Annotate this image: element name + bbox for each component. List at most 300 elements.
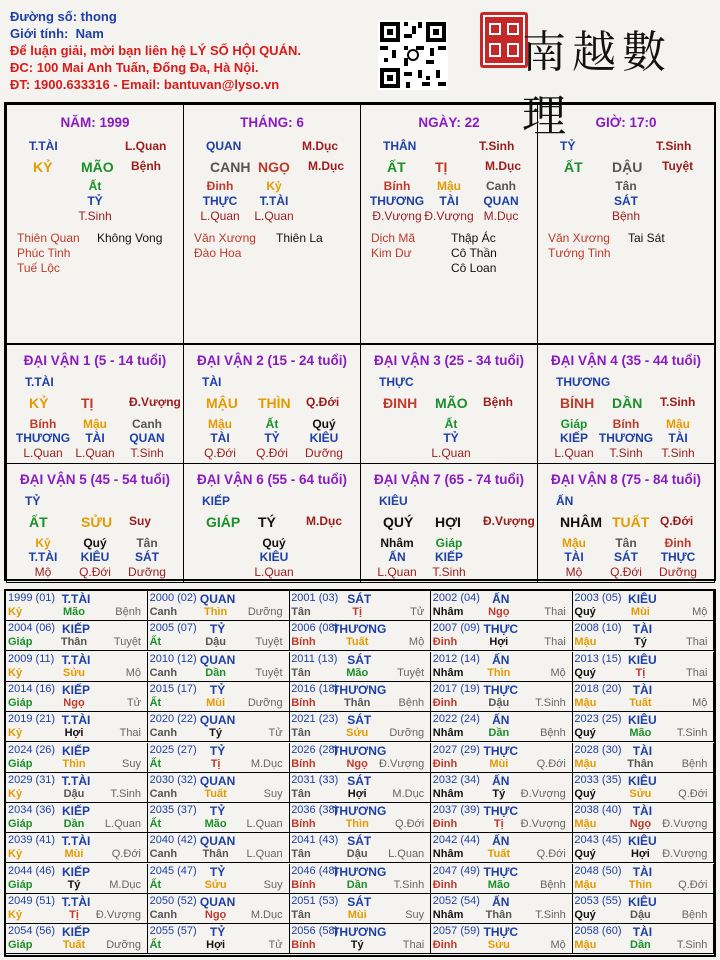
year-phase: Q.Đới — [394, 818, 425, 831]
header-info — [10, 8, 301, 93]
year-cell — [148, 864, 290, 894]
year-chi: Mùi — [64, 848, 84, 861]
dai-van-title: ĐẠI VẬN 5 (45 - 54 tuổi) — [19, 472, 171, 487]
year-phase: Dưỡng — [389, 727, 425, 740]
hidden-can: Mậu — [208, 417, 232, 431]
year-phase: Đ.Vượng — [662, 848, 708, 861]
year-chi: Tuất — [487, 848, 510, 861]
good-star: Tướng Tinh — [548, 246, 611, 260]
hidden-star: SÁT — [614, 194, 638, 208]
dai-van-right: T.Sinh — [660, 395, 696, 409]
year-star: THƯƠNG — [332, 682, 387, 697]
year-star: KIẾP — [61, 622, 91, 637]
year-cell — [431, 773, 573, 803]
good-star: Văn Xương — [194, 231, 256, 245]
year-label: 2053 (55) — [574, 895, 622, 907]
year-star: QUAN — [199, 592, 236, 606]
hidden-star: THỰC — [202, 194, 238, 208]
year-chi: Dần — [630, 939, 651, 952]
year-phase: Dưỡng — [247, 696, 283, 709]
year-chi: Mão — [204, 818, 227, 831]
year-label: 2021 (23) — [291, 713, 339, 726]
year-can: Nhâm — [432, 727, 464, 740]
dai-van-cell — [6, 344, 184, 464]
year-phase: Thai — [544, 606, 566, 618]
year-cell — [148, 682, 290, 712]
dai-van-chi: HỢI — [435, 514, 461, 530]
gender-label: Giới tính: — [10, 26, 69, 41]
year-label: 2003 (05) — [574, 592, 622, 604]
year-can: Nhâm — [432, 787, 464, 800]
year-phase: L.Quan — [246, 848, 283, 861]
year-can: Bính — [291, 818, 316, 831]
year-can: Kỷ — [8, 666, 23, 679]
year-chi: Tuất — [629, 696, 652, 709]
dai-van-can: KỶ — [29, 395, 49, 411]
pillar-chi: NGỌ — [258, 159, 290, 175]
year-cell — [289, 743, 431, 773]
year-cell — [572, 864, 714, 894]
year-star: THỰC — [483, 864, 519, 879]
dai-van-cell — [183, 344, 361, 464]
year-cell — [572, 712, 714, 742]
year-label: 2048 (50) — [574, 864, 622, 877]
year-label: 2026 (28) — [291, 743, 339, 756]
year-phase: Đ.Vượng — [520, 787, 566, 800]
year-phase: Dưỡng — [106, 939, 141, 952]
pillar-star: T.TÀI — [29, 139, 58, 153]
hidden-can: Bính — [383, 179, 411, 193]
bad-star: Thiên La — [276, 231, 323, 245]
hidden-star: TỶ — [443, 431, 459, 445]
year-star: ẤN — [492, 773, 510, 788]
pillar-star: TỶ — [560, 139, 576, 153]
year-star: T.TÀI — [61, 773, 91, 788]
pillar-right: M.Dục — [308, 159, 344, 173]
dai-van-star: T.TÀI — [25, 375, 54, 389]
year-label: 2040 (42) — [149, 834, 197, 847]
year-chi: Mùi — [489, 757, 509, 770]
year-cell — [289, 773, 431, 803]
year-phase: M.Dục — [250, 909, 283, 921]
good-star: Kim Dư — [371, 246, 412, 260]
year-label: 2030 (32) — [149, 773, 197, 786]
good-star: Tuế Lộc — [17, 261, 60, 275]
year-phase: Tử — [410, 606, 425, 618]
year-can: Tân — [291, 909, 311, 921]
year-can: Kỷ — [8, 727, 23, 740]
year-label: 2027 (29) — [432, 743, 480, 756]
year-chi: Sửu — [629, 787, 652, 800]
year-cell — [289, 652, 431, 682]
year-chi: Dậu — [630, 909, 651, 921]
bad-star: Không Vong — [97, 231, 163, 245]
year-phase: T.Sinh — [393, 878, 425, 891]
year-label: 2039 (41) — [8, 834, 56, 847]
good-star: Đào Hoa — [194, 246, 242, 260]
year-star: QUAN — [199, 834, 236, 849]
year-phase: Q.Đới — [678, 878, 708, 891]
year-star: THỰC — [483, 622, 519, 637]
year-label: 2018 (20) — [574, 682, 622, 695]
pillar-cell — [537, 104, 715, 344]
year-star: SÁT — [347, 592, 372, 606]
year-label: 2028 (30) — [574, 743, 622, 756]
pillar-can: ẤT — [564, 159, 583, 175]
year-phase: T.Sinh — [676, 727, 708, 740]
year-label: 2043 (45) — [574, 834, 622, 847]
year-phase: Đ.Vượng — [95, 909, 141, 921]
hidden-phase: Q.Đới — [256, 446, 288, 460]
hidden-can: Tân — [615, 536, 637, 550]
dai-van-chi: MÃO — [435, 395, 468, 411]
year-chi: Tuất — [62, 939, 86, 952]
year-phase: Mộ — [692, 696, 708, 709]
year-chi: Ngọ — [204, 909, 227, 921]
year-star: T.TÀI — [61, 713, 91, 728]
year-star: THỰC — [483, 743, 519, 758]
year-star: KIÊU — [628, 773, 657, 788]
good-star: Thiên Quan — [17, 231, 80, 245]
year-can: Quý — [574, 727, 596, 740]
year-chi: Sửu — [487, 939, 510, 952]
year-can: Đinh — [432, 939, 458, 952]
year-chi: Mùi — [206, 696, 226, 709]
phone-email-line: ĐT: 1900.633316 - Email: bantuvan@lyso.vn — [10, 77, 280, 92]
pillar-star: QUAN — [206, 139, 242, 153]
year-phase: Bệnh — [540, 727, 566, 740]
year-can: Canh — [149, 727, 178, 740]
dai-van-chi: TÝ — [258, 514, 276, 530]
year-chi: Hợi — [206, 939, 226, 952]
year-can: Kỷ — [8, 787, 23, 800]
year-star: TÀI — [632, 743, 653, 758]
hidden-can: Ất — [265, 417, 279, 431]
hidden-phase: T.Sinh — [432, 565, 466, 579]
year-can: Giáp — [8, 636, 33, 649]
year-phase: Bệnh — [115, 606, 141, 618]
year-label: 2024 (26) — [8, 743, 56, 756]
year-label: 2045 (47) — [149, 864, 197, 877]
hidden-phase: L.Quan — [554, 446, 594, 460]
year-label: 2008 (10) — [574, 622, 622, 635]
hidden-can: Canh — [132, 417, 162, 431]
year-can: Ất — [149, 636, 162, 649]
hidden-can: Kỷ — [266, 179, 282, 193]
hidden-star: KIÊU — [309, 431, 339, 445]
year-can: Ất — [149, 939, 162, 952]
year-chi: Sửu — [204, 878, 227, 891]
year-chi: Mão — [487, 878, 510, 891]
year-chi: Mão — [63, 606, 85, 618]
year-label: 2013 (15) — [574, 652, 622, 665]
year-phase: Thai — [119, 727, 141, 740]
hidden-can: Bính — [29, 417, 57, 431]
year-chi: Dậu — [488, 696, 510, 709]
hidden-star: THƯƠNG — [598, 431, 654, 445]
year-label: 2012 (14) — [432, 652, 480, 665]
hidden-star: KIÊU — [80, 550, 110, 564]
year-label: 2004 (06) — [8, 622, 56, 635]
pillar-can: KỶ — [33, 159, 53, 175]
pillar-phase: L.Quan — [125, 139, 167, 153]
year-cell — [6, 803, 148, 833]
year-label: 2051 (53) — [291, 895, 339, 907]
year-phase: Thai — [685, 666, 708, 679]
year-phase: M.Dục — [250, 757, 283, 770]
year-chi: Thân — [485, 909, 512, 921]
year-can: Kỷ — [8, 606, 23, 618]
hidden-phase: Đ.Vượng — [424, 209, 474, 223]
year-cell — [6, 621, 148, 651]
year-cell — [431, 894, 573, 924]
year-chi: Thìn — [628, 878, 652, 891]
dai-van-title: ĐẠI VẬN 4 (35 - 44 tuổi) — [550, 353, 702, 368]
dai-van-cell — [537, 344, 715, 464]
dai-van-star: KIÊU — [379, 494, 408, 508]
year-phase: Tử — [126, 696, 141, 709]
year-can: Kỷ — [8, 848, 23, 861]
dai-van-right: Q.Đới — [306, 395, 340, 409]
hidden-star: THƯƠNG — [369, 194, 425, 208]
year-chi: Hợi — [347, 787, 367, 800]
year-can: Ất — [149, 818, 162, 831]
year-cell — [431, 591, 573, 621]
year-can: Mậu — [574, 878, 597, 891]
year-phase: L.Quan — [104, 818, 141, 831]
pillar-cell — [6, 104, 184, 344]
hidden-phase: L.Quan — [254, 209, 294, 223]
year-star: T.TÀI — [61, 895, 91, 909]
year-star: SÁT — [347, 713, 372, 728]
year-phase: Tử — [268, 727, 283, 740]
qr-code-icon[interactable] — [378, 20, 448, 90]
hidden-star: THỰC — [660, 550, 696, 564]
pillar-phase: T.Sinh — [479, 139, 515, 153]
dai-van-right: Suy — [129, 514, 152, 528]
year-can: Tân — [291, 787, 311, 800]
year-star: TỶ — [209, 743, 226, 758]
hidden-star: KIẾP — [434, 550, 464, 564]
year-star: KIÊU — [628, 652, 657, 667]
year-phase: Mộ — [550, 666, 566, 679]
year-can: Bính — [291, 696, 316, 709]
dai-van-star: ẤN — [556, 494, 574, 508]
pillar-chi: TỊ — [435, 159, 448, 175]
year-phase: Thai — [402, 939, 425, 952]
year-chi: Tị — [493, 818, 504, 831]
year-can: Tân — [291, 666, 311, 679]
year-label: 2006 (08) — [291, 622, 339, 635]
dai-van-chi: DẦN — [612, 395, 643, 411]
year-star: KIÊU — [628, 713, 657, 728]
year-label: 2002 (04) — [432, 592, 480, 604]
year-cell — [289, 894, 431, 924]
year-label: 2017 (19) — [432, 682, 480, 695]
pillar-right: M.Dục — [485, 159, 521, 173]
hidden-phase: Q.Đới — [610, 565, 642, 579]
dai-van-cell — [360, 463, 538, 583]
hidden-phase: L.Quan — [254, 565, 294, 579]
year-phase: Suy — [263, 787, 283, 800]
year-label: 2037 (39) — [432, 804, 480, 817]
year-can: Canh — [149, 909, 178, 921]
year-cell — [6, 833, 148, 863]
year-can: Giáp — [8, 757, 33, 770]
year-can: Bính — [291, 636, 316, 649]
year-cell — [289, 833, 431, 863]
year-chi: Tị — [69, 909, 79, 921]
year-star: TỶ — [209, 804, 226, 819]
year-star: QUAN — [199, 773, 236, 788]
year-can: Giáp — [8, 818, 33, 831]
year-label: 2041 (43) — [291, 834, 339, 847]
year-label: 2055 (57) — [149, 925, 197, 938]
logo-text: 南越數理 — [522, 27, 672, 142]
year-can: Mậu — [574, 636, 597, 649]
pillar-phase: T.Sinh — [656, 139, 692, 153]
year-star: ẤN — [492, 834, 510, 849]
year-can: Canh — [149, 606, 178, 618]
hidden-star: ẤN — [388, 550, 406, 564]
year-phase: T.Sinh — [535, 696, 566, 709]
hidden-phase: Bệnh — [611, 209, 641, 223]
hidden-star: T.TÀI — [259, 194, 289, 208]
hidden-can: Quý — [312, 417, 336, 431]
year-cell — [572, 803, 714, 833]
year-chi: Thìn — [62, 757, 86, 770]
year-phase: Tuyệt — [255, 666, 283, 679]
year-phase: Suy — [405, 909, 425, 921]
year-label: 2058 (60) — [574, 925, 622, 938]
year-star: KIÊU — [628, 592, 657, 606]
bad-star: Cô Thần — [451, 246, 497, 260]
year-cell — [289, 591, 431, 621]
year-chi: Thân — [344, 696, 371, 709]
year-chi: Thân — [60, 636, 88, 649]
dai-van-cell — [6, 463, 184, 583]
year-label: 2050 (52) — [149, 895, 197, 907]
year-can: Mậu — [574, 757, 597, 770]
year-can: Quý — [574, 848, 596, 861]
year-can: Đinh — [432, 636, 458, 649]
dai-van-cell — [360, 344, 538, 464]
dai-van-star: TỶ — [25, 494, 41, 508]
hidden-star: T.TÀI — [28, 550, 58, 564]
hidden-star: TÀI — [210, 431, 230, 445]
year-label: 2025 (27) — [149, 743, 197, 756]
year-star: ẤN — [492, 652, 510, 667]
hidden-phase: L.Quan — [200, 209, 240, 223]
year-label: 2057 (59) — [432, 925, 480, 938]
year-can: Kỷ — [8, 909, 23, 921]
year-cell — [289, 864, 431, 894]
year-label: 2011 (13) — [291, 652, 338, 665]
hidden-phase: T.Sinh — [609, 446, 643, 460]
year-cell — [572, 591, 714, 621]
year-star: KIẾP — [61, 925, 91, 940]
year-cell — [572, 682, 714, 712]
hidden-can: Giáp — [560, 417, 588, 431]
dai-van-title: ĐẠI VẬN 2 (15 - 24 tuổi) — [196, 353, 348, 368]
year-phase: L.Quan — [388, 848, 425, 861]
year-cell — [289, 621, 431, 651]
hidden-phase: Q.Đới — [204, 446, 236, 460]
year-can: Nhâm — [432, 606, 464, 618]
dai-van-right: M.Dục — [306, 514, 342, 528]
good-star: Văn Xương — [548, 231, 610, 245]
year-cell — [289, 803, 431, 833]
hidden-can: Bính — [612, 417, 640, 431]
year-cell — [6, 712, 148, 742]
hidden-can: Mậu — [666, 417, 690, 431]
year-cell — [572, 743, 714, 773]
hidden-phase: L.Quan — [23, 446, 63, 460]
year-phase: M.Dục — [109, 878, 141, 891]
year-chi: Ngọ — [488, 606, 510, 618]
year-chi: Ngọ — [629, 818, 652, 831]
year-phase: Suy — [122, 757, 141, 770]
year-phase: T.Sinh — [535, 909, 566, 921]
hidden-can: Quý — [83, 536, 107, 550]
year-chi: Tị — [210, 757, 221, 770]
year-chi: Thìn — [345, 818, 369, 831]
dai-van-chi: TUẤT — [612, 514, 650, 530]
year-label: 2031 (33) — [291, 773, 339, 786]
pillar-right: Bệnh — [131, 159, 161, 173]
year-chi: Tuất — [345, 636, 369, 649]
pillar-chi: MÃO — [81, 159, 114, 175]
pillar-star: THÂN — [383, 139, 417, 153]
dai-van-star: TÀI — [202, 375, 222, 389]
year-label: 2036 (38) — [291, 804, 339, 817]
hidden-star: TỶ — [264, 431, 280, 445]
year-cell — [148, 833, 290, 863]
year-cell — [148, 743, 290, 773]
year-cell — [431, 864, 573, 894]
year-star: SÁT — [347, 895, 372, 909]
pillar-right: Tuyệt — [662, 159, 694, 173]
year-label: 2049 (51) — [8, 895, 56, 907]
year-can: Nhâm — [432, 909, 464, 921]
pillar-title: NĂM: 1999 — [60, 115, 130, 130]
year-label: 2015 (17) — [149, 682, 197, 695]
year-can: Quý — [574, 909, 596, 921]
hidden-phase: M.Dục — [483, 209, 519, 223]
year-can: Giáp — [8, 696, 33, 709]
dai-van-chi: SỬU — [81, 514, 113, 530]
year-phase: Q.Đới — [111, 848, 141, 861]
year-chi: Thìn — [487, 666, 511, 679]
year-star: THƯƠNG — [332, 743, 387, 758]
year-cell — [6, 652, 148, 682]
year-cell — [148, 712, 290, 742]
year-star: SÁT — [347, 652, 372, 667]
year-star: TÀI — [632, 925, 653, 940]
year-star: KIÊU — [628, 895, 657, 909]
year-label: 2020 (22) — [149, 713, 197, 726]
dai-van-chi: THÌN — [258, 395, 291, 411]
hidden-can: Canh — [486, 179, 516, 193]
hidden-can: Mậu — [437, 179, 461, 193]
year-cell — [572, 833, 714, 863]
dai-van-can: ĐINH — [383, 395, 418, 411]
year-label: 2001 (03) — [291, 592, 339, 604]
year-star: THỰC — [483, 925, 519, 940]
hidden-can: Ất — [444, 417, 458, 431]
year-can: Tân — [291, 606, 311, 618]
year-chi: Dần — [205, 666, 226, 679]
